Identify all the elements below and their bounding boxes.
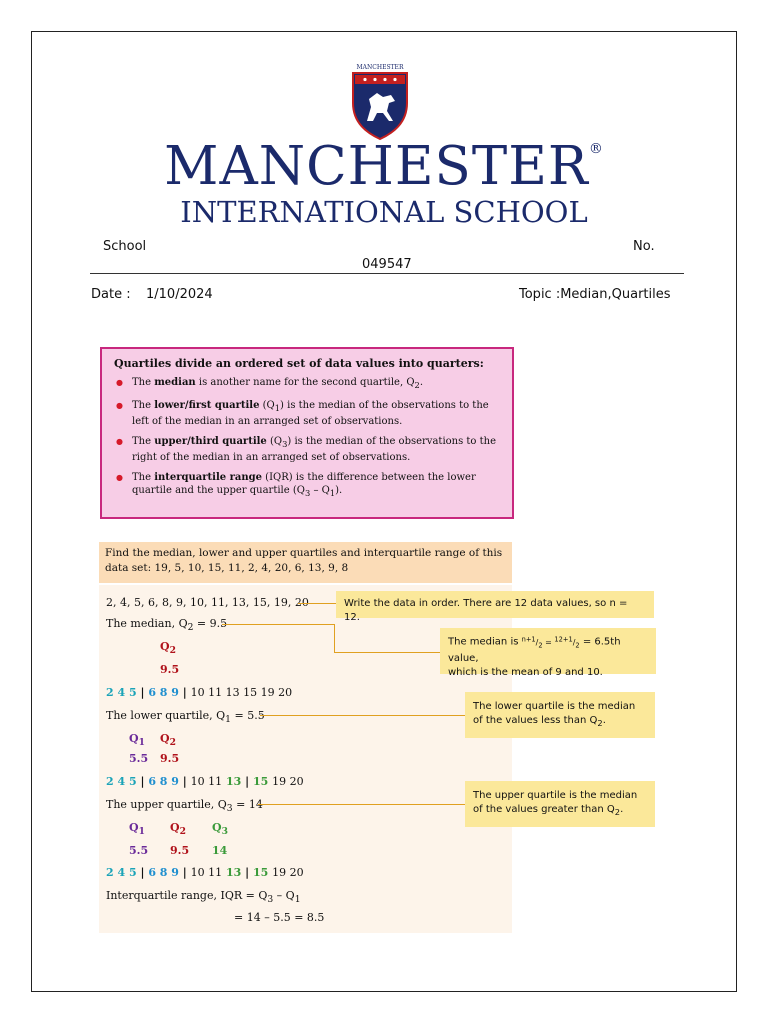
- date-label: Date :: [91, 287, 131, 302]
- connector-2c: [334, 652, 440, 653]
- note-ordered: Write the data in order. There are 12 data values, so n = 12.: [336, 591, 654, 618]
- q2-value: 9.5: [160, 663, 180, 676]
- header-divider: [90, 273, 684, 274]
- note-lower-quartile: The lower quartile is the median of the values less than $Q_2$.: [465, 692, 655, 738]
- q1-label: $Q_1$: [129, 732, 145, 749]
- split-sequence-3: 2 4 5 | 6 8 9 | 10 11 13 | 15 19 20: [106, 866, 304, 879]
- q3-value: 14: [212, 844, 228, 857]
- brand-title: MANCHESTER®: [164, 136, 604, 197]
- definition-upper-quartile: ● The upper/third quartile $(Q_3)$ is the median of the observations to the right of the median in an arranged set of observations.: [114, 435, 500, 464]
- definition-lower-quartile: ● The lower/first quartile $(Q_1)$ is the median of the observations to the left of the median in an arranged set of observations.: [114, 399, 500, 428]
- no-label: No.: [633, 239, 655, 254]
- q2-value-2: 9.5: [160, 752, 180, 765]
- q2-label-3: $Q_2$: [170, 821, 186, 838]
- note-median: The median is $^{n+1}/_2 = ^{12+1}/_2 = 6.5th$ value, which is the mean of 9 and 10.: [440, 628, 656, 674]
- q1-value-3: 5.5: [129, 844, 149, 857]
- topic: Topic :Median,Quartiles: [519, 287, 671, 302]
- q1-label-3: $Q_1$: [129, 821, 145, 838]
- ordered-data: 2, 4, 5, 6, 8, 9, 10, 11, 13, 15, 19, 20: [106, 596, 309, 609]
- note-upper-quartile: The upper quartile is the median of the values greater than $Q_2$.: [465, 781, 655, 827]
- split-sequence-2: 2 4 5 | 6 8 9 | 10 11 13 | 15 19 20: [106, 775, 304, 788]
- connector-2b: [334, 624, 335, 652]
- example-question: Find the median, lower and upper quartiles and interquartile range of this data set: 19, 5, 10, 15, 11, 2, 4, 20, 6, 13, 9, 8: [99, 542, 512, 583]
- school-label: School: [103, 239, 147, 254]
- q2-label-2: $Q_2$: [160, 732, 176, 749]
- definition-iqr: ● The interquartile range (IQR) is the difference between the lower quartile and the upper quartile $(Q_3 - Q_1)$.: [114, 471, 500, 500]
- iqr-line: Interquartile range, IQR = $Q_3 - Q_1$: [106, 889, 301, 906]
- q1-value: 5.5: [129, 752, 149, 765]
- q3-label: $Q_3$: [212, 821, 228, 838]
- document-number: 049547: [362, 257, 412, 272]
- upper-quartile-line: The upper quartile, $Q_3 = 14$: [106, 798, 263, 815]
- crest-text: MANCHESTER: [356, 64, 404, 71]
- connector-3: [260, 715, 465, 716]
- connector-4: [258, 804, 465, 805]
- q2-label: $Q_2$: [160, 640, 176, 657]
- split-sequence-1: 2 4 5 | 6 8 9 | 10 11 13 15 19 20: [106, 686, 293, 699]
- connector-2a: [222, 624, 334, 625]
- definitions-box: [100, 347, 514, 519]
- date-value: 1/10/2024: [146, 287, 213, 302]
- definitions-heading: Quartiles divide an ordered set of data values into quarters:: [114, 357, 484, 370]
- median-line: The median, $Q_2 = 9.5$: [106, 617, 228, 634]
- brand-subtitle: INTERNATIONAL SCHOOL: [180, 195, 588, 229]
- q2-value-3: 9.5: [170, 844, 190, 857]
- definition-median: ● The median is another name for the second quartile, $Q_2$.: [114, 376, 500, 392]
- iqr-calculation: = 14 – 5.5 = 8.5: [234, 911, 325, 924]
- school-crest-icon: [349, 63, 411, 141]
- lower-quartile-line: The lower quartile, $Q_1 = 5.5$: [106, 709, 265, 726]
- connector-1: [298, 603, 336, 604]
